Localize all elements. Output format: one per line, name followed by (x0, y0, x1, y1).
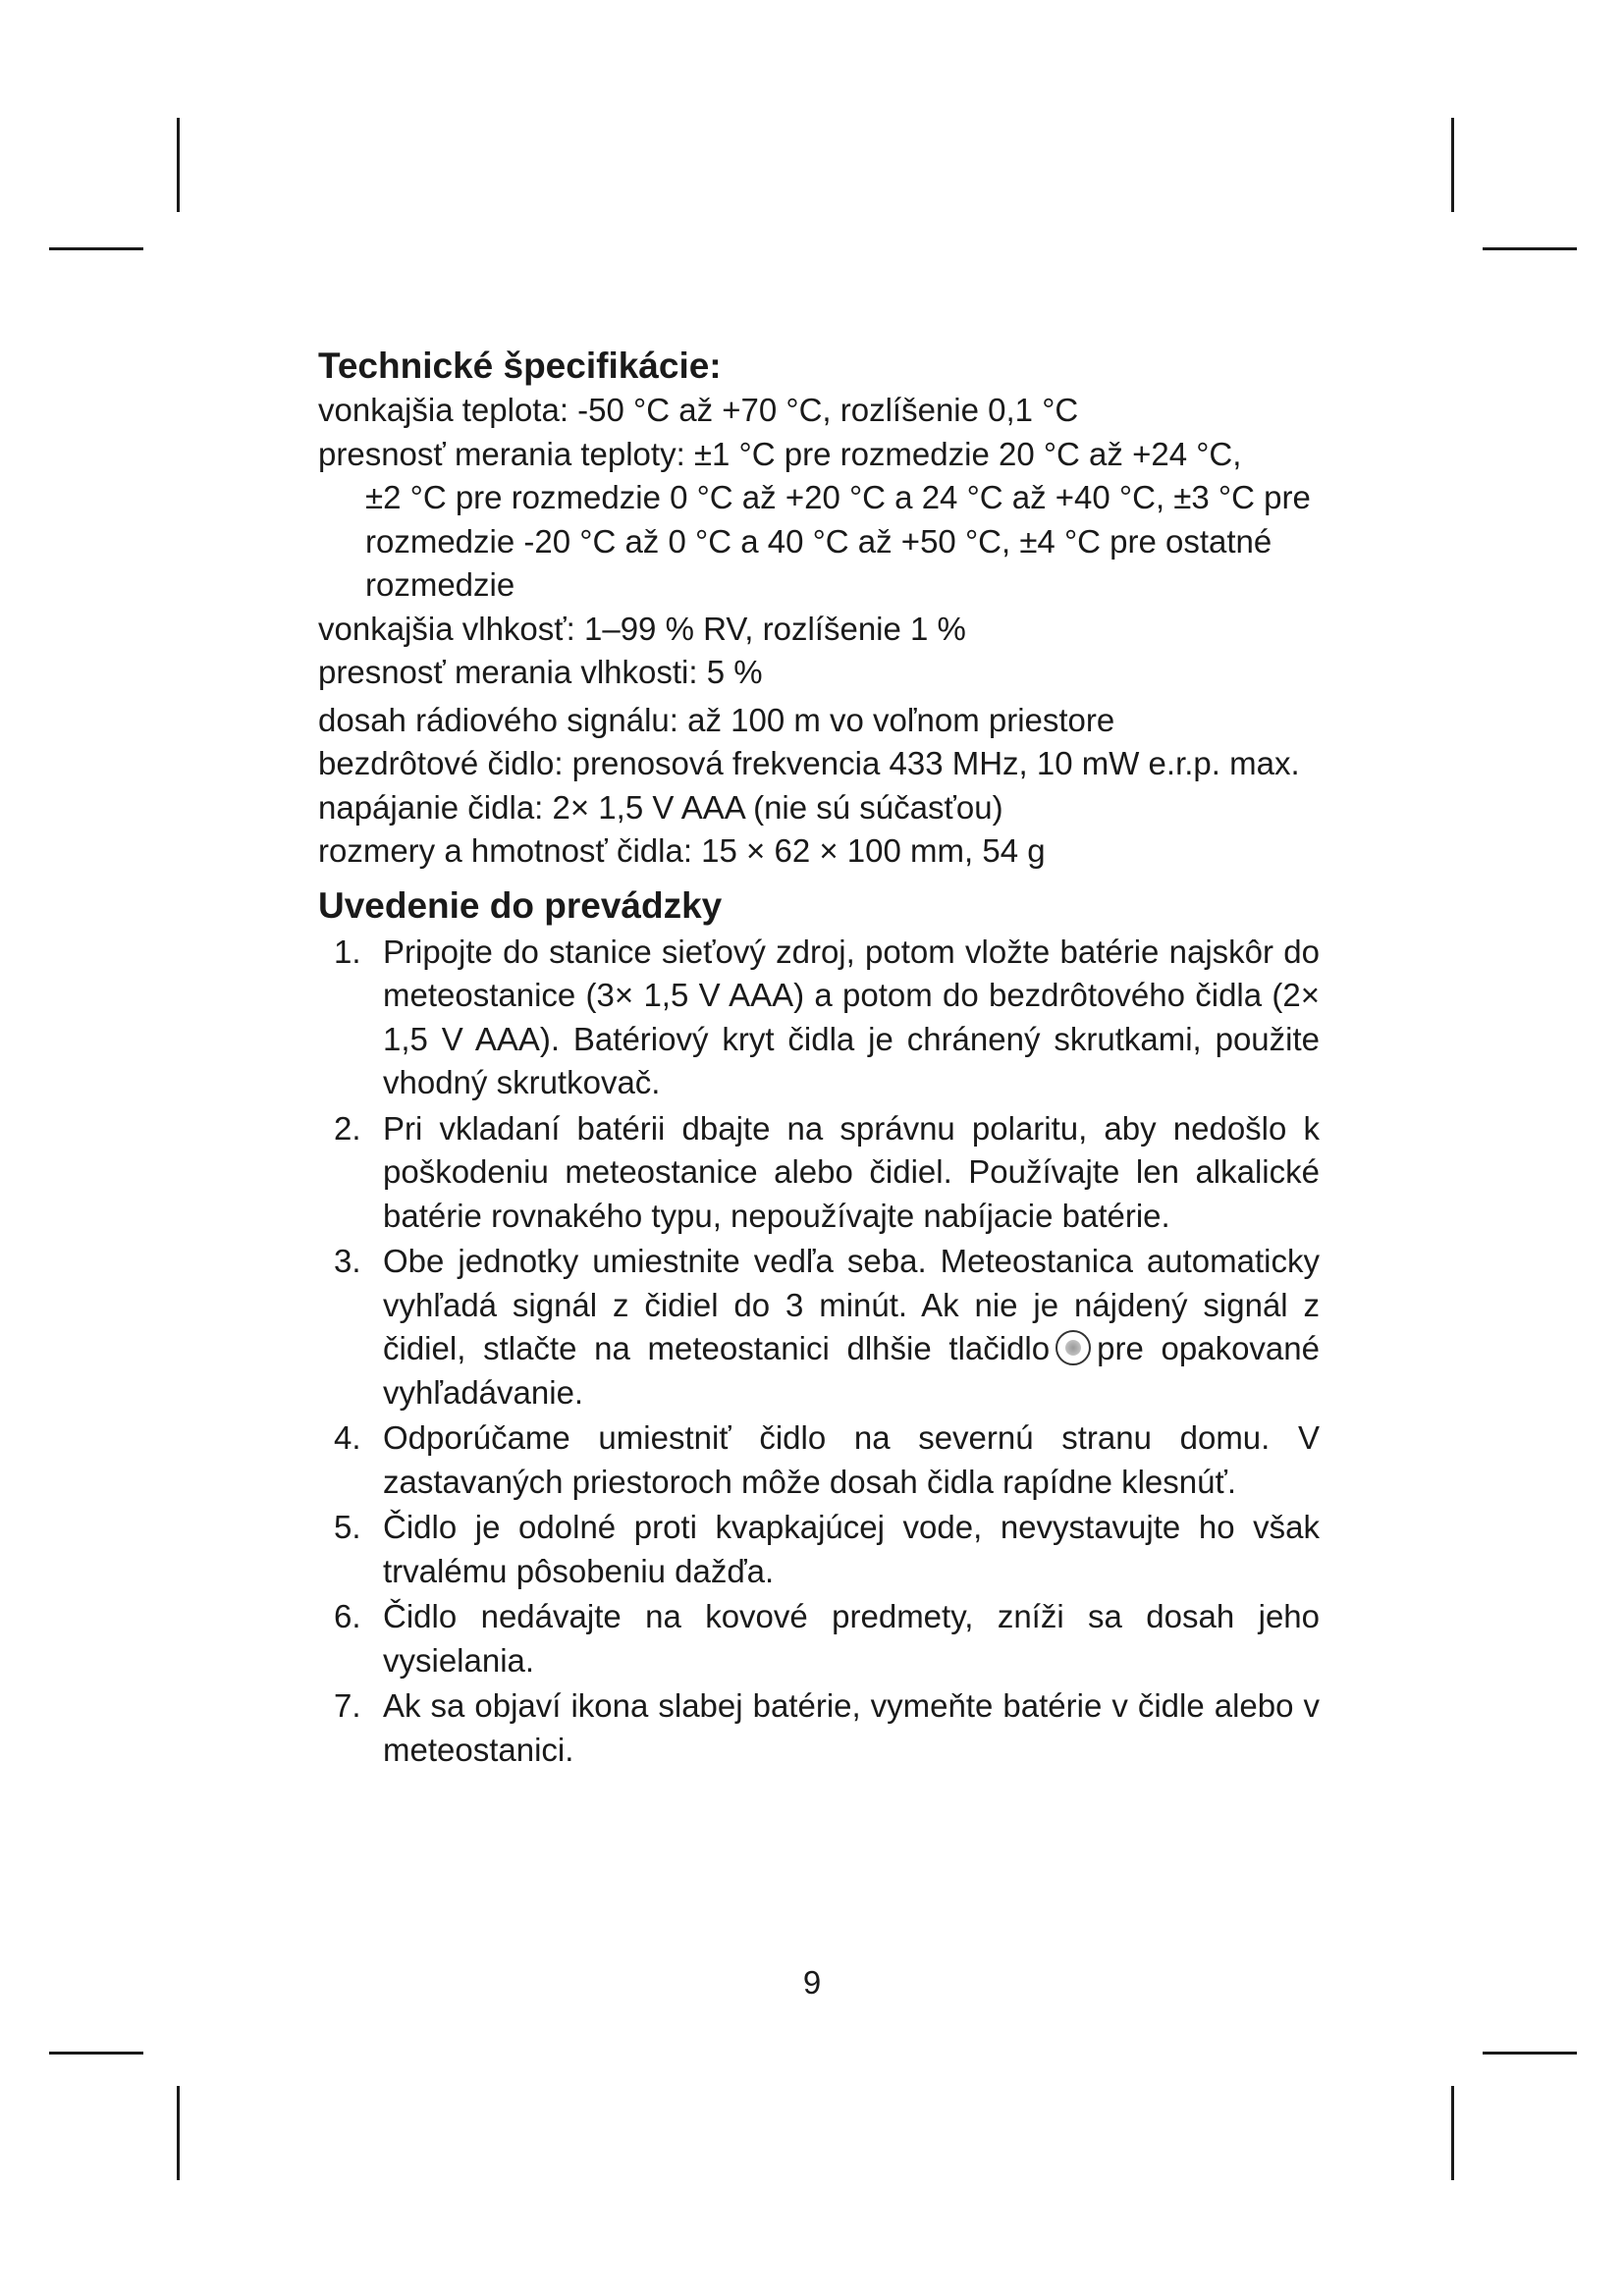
step-number: 2. (334, 1109, 361, 1147)
list-item (318, 1684, 1320, 1772)
crop-mark-bottom-right-vertical (1451, 2086, 1454, 2180)
list-item (318, 1240, 1320, 1415)
step-number: 6. (334, 1598, 361, 1634)
spec-wireless-sensor: bezdrôtové čidlo: prenosová frekvencia 433 MHz, 10 mW e.r.p. max. (318, 745, 1300, 781)
step-text: Obe jednotky umiestnite vedľa seba. Meteostanica automaticky vyhľadá signál z čidiel do 3 minút. Ak nie je nájdený signál z čidiel, stlačte na meteostanici dlhšie tlačidlo (383, 1243, 1320, 1366)
step-text: Čidlo nedávajte na kovové predmety, zníži sa dosah jeho vysielania. (383, 1598, 1320, 1679)
setup-steps-list (318, 931, 1320, 1773)
crop-mark-bottom-right-horizontal (1483, 2052, 1577, 2055)
spec-humidity-accuracy: presnosť merania vlhkosti: 5 % (318, 654, 763, 690)
crop-mark-bottom-left-horizontal (49, 2052, 143, 2055)
specs-list (318, 389, 1320, 874)
spec-radio-range: dosah rádiového signálu: až 100 m vo voľnom priestore (318, 701, 1115, 738)
step-number: 1. (334, 933, 361, 970)
spec-temperature-accuracy: presnosť merania teploty: ±1 °C pre rozmedzie 20 °C až +24 °C, (318, 435, 1242, 472)
step-number: 4. (334, 1419, 361, 1456)
step-number: 7. (334, 1687, 361, 1724)
spec-sensor-dimensions: rozmery a hmotnosť čidla: 15 × 62 × 100 mm, 54 g (318, 832, 1046, 869)
list-item (318, 1416, 1320, 1504)
page-number: 9 (802, 1964, 822, 2001)
step-text: Čidlo je odolné proti kvapkajúcej vode, nevystavujte ho však trvalému pôsobeniu dažďa. (383, 1509, 1320, 1589)
setup-heading: Uvedenie do prevádzky (318, 884, 723, 926)
step-text-after: pre opakované vyhľadávanie. (383, 1330, 1320, 1411)
step-text: Pri vkladaní batérii dbajte na správnu polaritu, aby nedošlo k poškodeniu meteostanice alebo čidiel. Používajte len alkalické batérie rovnakého typu, nepoužívajte nabíjacie batérie. (383, 1109, 1320, 1234)
step-number: 5. (334, 1509, 361, 1545)
crop-mark-top-right-vertical (1451, 118, 1454, 212)
spec-temperature-accuracy-ranges: ±2 °C pre rozmedzie 0 °C až +20 °C a 24 °C až +40 °C, ±3 °C pre rozmedzie -20 °C až 0 °C a 40 °C až +50 °C, ±4 °C pre ostatné rozmedzie (365, 479, 1311, 603)
step-number: 3. (334, 1243, 361, 1279)
spec-outdoor-humidity: vonkajšia vlhkosť: 1–99 % RV, rozlíšenie 1 % (318, 610, 966, 647)
list-item (318, 931, 1320, 1105)
step-text: Ak sa objaví ikona slabej batérie, vymeňte batérie v čidle alebo v meteostanici. (383, 1687, 1320, 1768)
crop-mark-bottom-left-vertical (177, 2086, 180, 2180)
crop-mark-top-right-horizontal (1483, 247, 1577, 250)
crop-mark-top-left-horizontal (49, 247, 143, 250)
list-item (318, 1506, 1320, 1593)
spec-sensor-power: napájanie čidla: 2× 1,5 V AAA (nie sú súčasťou) (318, 788, 1003, 826)
crop-mark-top-left-vertical (177, 118, 180, 212)
spec-outdoor-temperature: vonkajšia teplota: -50 °C až +70 °C, rozlíšenie 0,1 °C (318, 392, 1079, 428)
list-item (318, 1595, 1320, 1682)
specs-heading: Technické špecifikácie: (318, 346, 722, 386)
list-item (318, 1107, 1320, 1239)
sensor-search-button-icon (1056, 1330, 1091, 1365)
page-content (318, 344, 1320, 1774)
step-text: Odporúčame umiestniť čidlo na severnú stranu domu. V zastavaných priestoroch môže dosah čidla rapídne klesnúť. (383, 1419, 1320, 1500)
step-text: Pripojte do stanice sieťový zdroj, potom vložte batérie najskôr do meteostanice (3× 1,5 V AAA) a potom do bezdrôtového čidla (2× 1,5 V AAA). Batériový kryt čidla je chránený skrutkami, použite vhodný skrutkovač. (383, 933, 1320, 1100)
